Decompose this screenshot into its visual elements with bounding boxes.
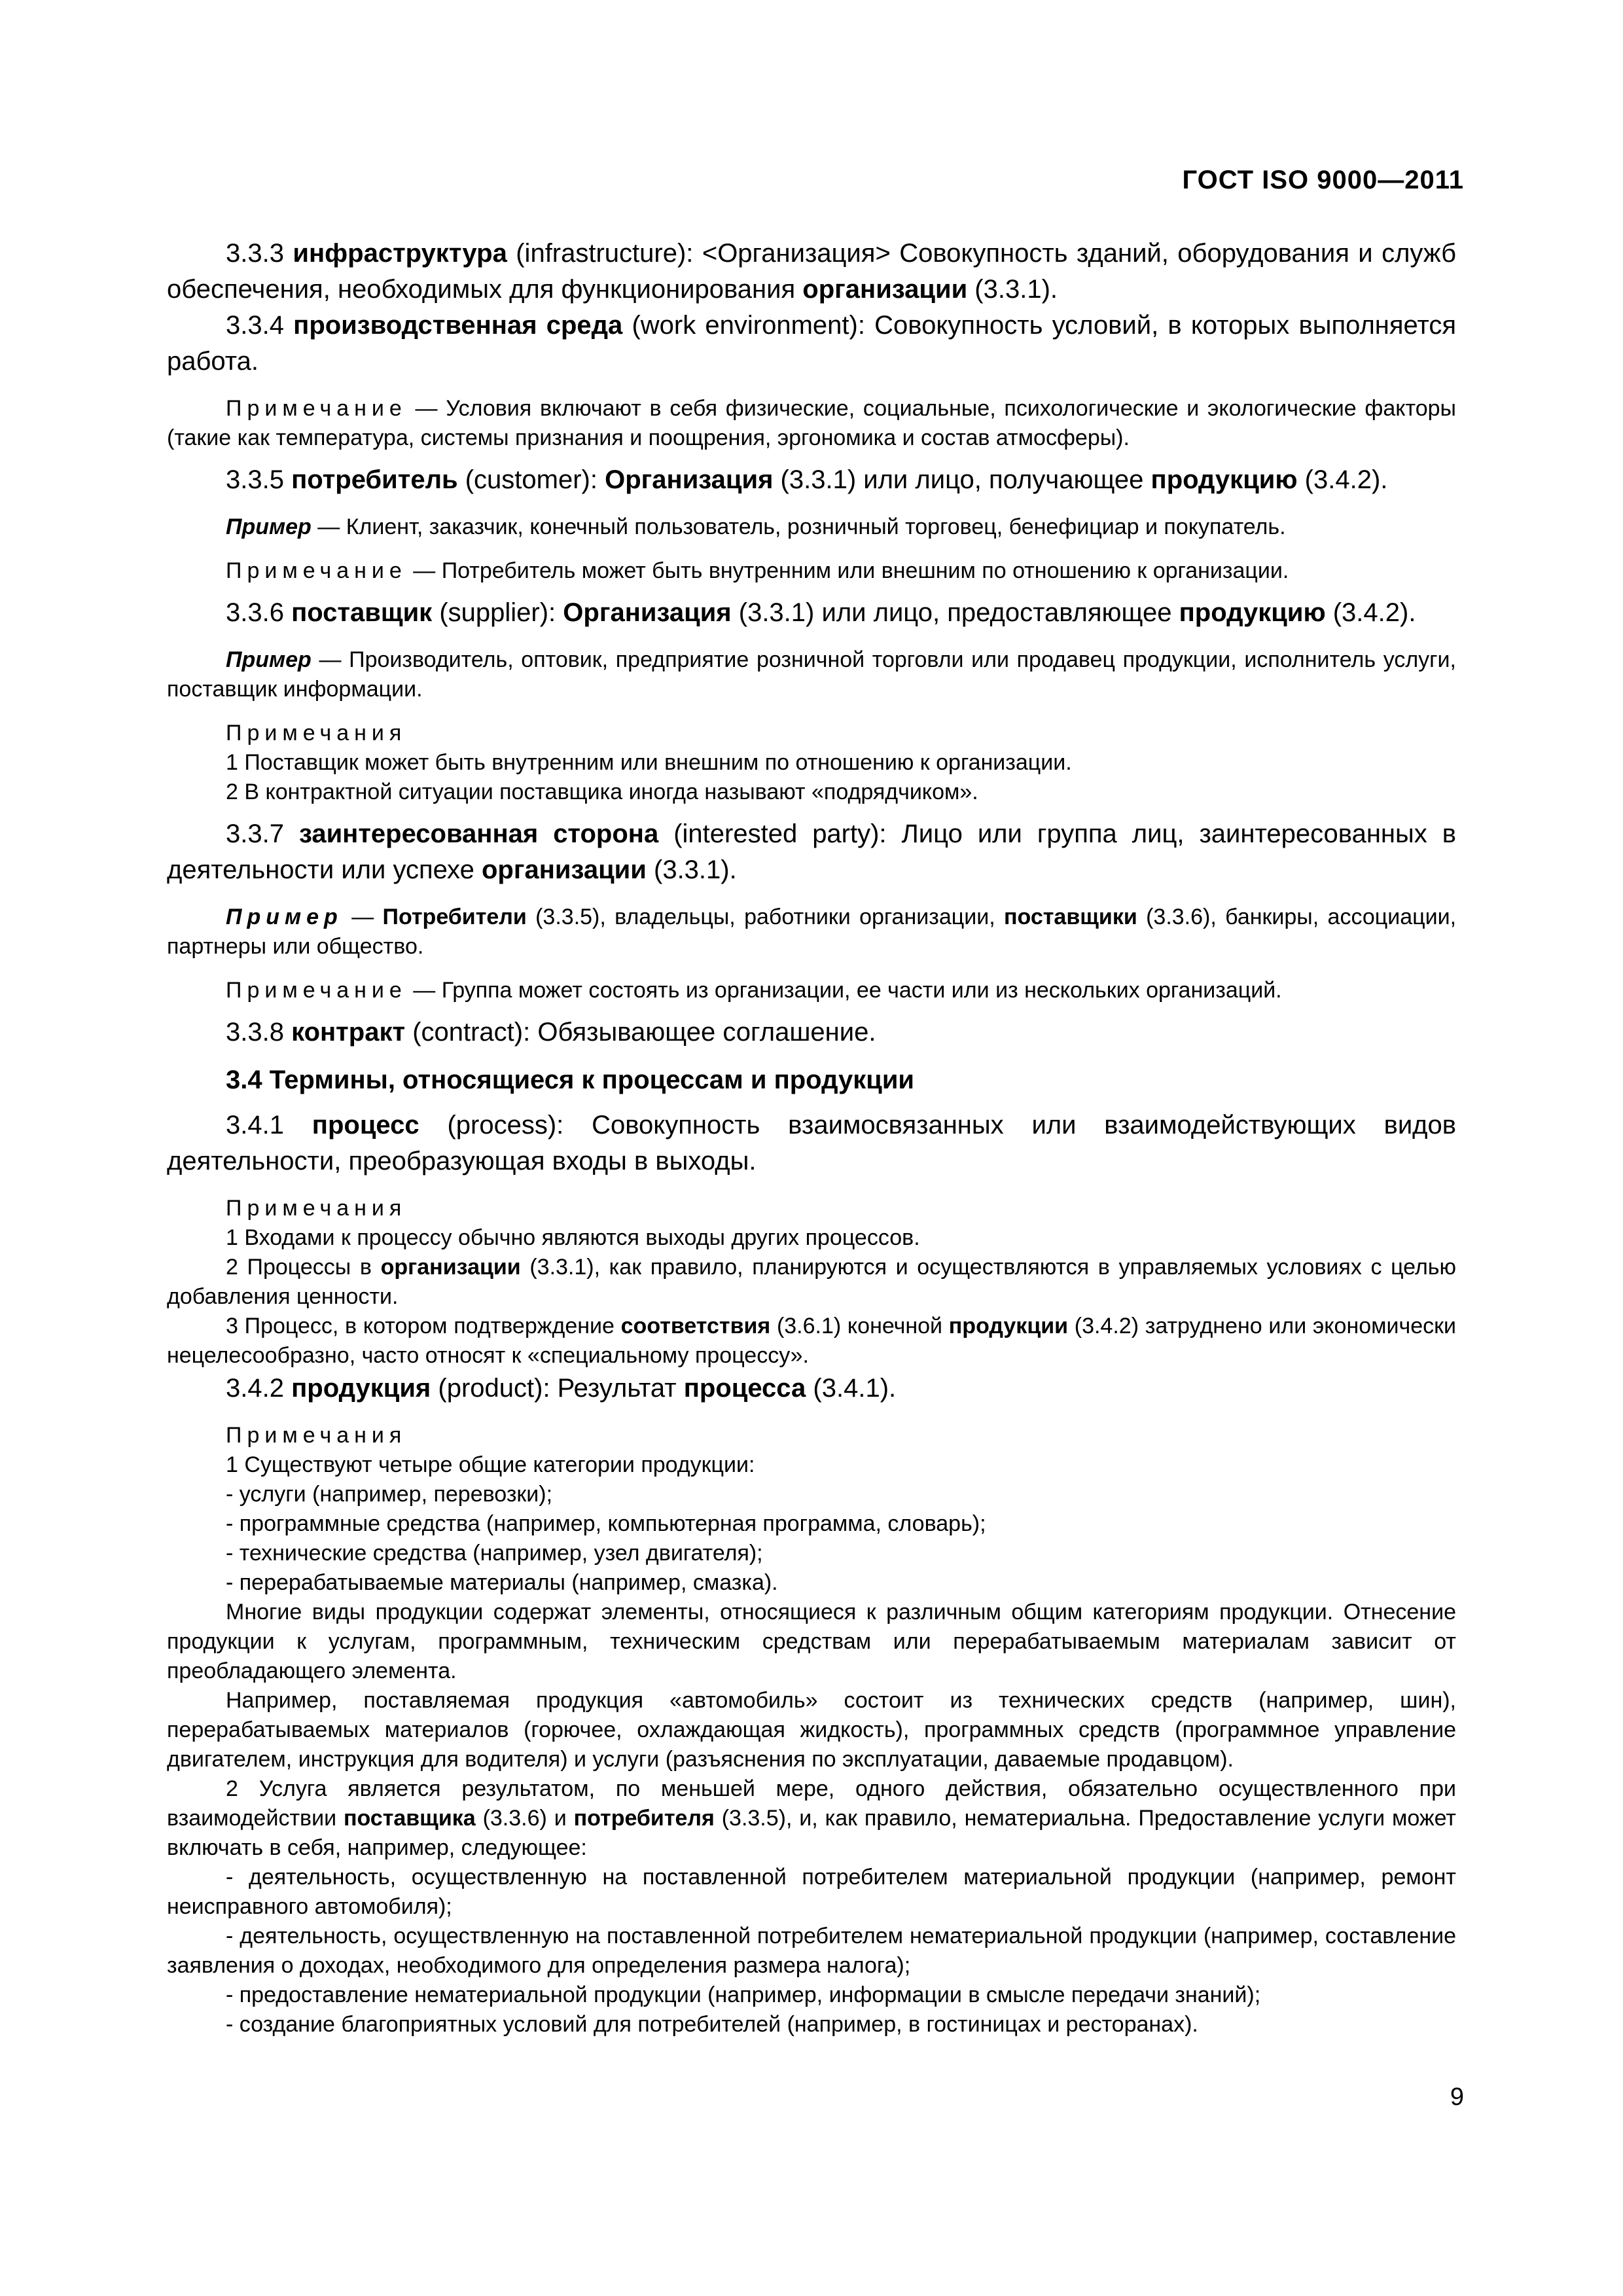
cross-ref-number: (3.4.1). <box>813 1374 897 1403</box>
cross-ref-term: Потребители <box>382 905 527 929</box>
cross-ref-term: Организация <box>605 465 774 494</box>
note-item: 1 Входами к процессу обычно являются выходы других процессов. <box>226 1225 920 1250</box>
cross-ref-term: организации <box>481 855 647 884</box>
term-number: 3.3.5 <box>226 465 284 494</box>
note-label: Примечание <box>226 978 407 1003</box>
cross-ref-term: Организация <box>563 598 732 627</box>
list-item: - услуги (например, перевозки); <box>226 1482 553 1507</box>
term-name: контракт <box>291 1018 406 1047</box>
note-label: Примечание <box>226 396 407 421</box>
note-item: 2 Услуга является результатом, по меньшей мере, одного действия, обязательно осуществленного при взаимодействии поставщика (3.3.6) и потребителя (3.3.5), и, как правило, нематериальна. Предоставление услуги может включать в себя, например, следующее: <box>167 1776 1456 1860</box>
example-text: (3.3.5), владельцы, работники организации, <box>535 905 995 929</box>
note-3-3-4 <box>167 394 1456 453</box>
term-3-3-8 <box>167 1014 1456 1050</box>
cross-ref-term: организации <box>380 1255 521 1280</box>
cross-ref-term: организации <box>802 275 968 304</box>
term-number: 3.4.2 <box>226 1374 284 1403</box>
notes-label-3-3-6: Примечания <box>226 721 407 745</box>
term-name: заинтересованная сторона <box>298 819 659 848</box>
cross-ref-number: (3.4.2). <box>1332 598 1416 627</box>
term-number: 3.3.4 <box>226 311 284 340</box>
list-item: - деятельность, осуществленную на поставленной потребителем материальной продукции (например, ремонт неисправного автомобиля); <box>167 1865 1456 1919</box>
note-item: 1 Существуют четыре общие категории продукции: <box>226 1452 755 1477</box>
example-text: — Производитель, оптовик, предприятие розничной торговли или продавец продукции, исполнитель услуги, поставщик информации. <box>167 647 1456 702</box>
cross-ref-term: потребителя <box>573 1806 715 1831</box>
term-3-3-4 <box>167 308 1456 380</box>
note-text: — Условия включают в себя физические, социальные, психологические и экологические факторы (такие как температура, системы признания и поощрения, эргономика и состав атмосферы). <box>167 396 1456 450</box>
term-definition: (3.3.1) или лицо, получающее <box>780 465 1144 494</box>
example-text: — Клиент, заказчик, конечный пользователь, розничный торговец, бенефициар и покупатель. <box>317 514 1286 539</box>
list-item: - перерабатываемые материалы (например, смазка). <box>226 1570 778 1595</box>
cross-ref-term: продукцию <box>1150 465 1298 494</box>
term-number: 3.3.7 <box>226 819 284 848</box>
note-item: 3 Процесс, в котором подтверждение соответствия (3.6.1) конечной продукции (3.4.2) затруднено или экономически нецелесообразно, часто относят к «специальному процессу». <box>167 1314 1456 1368</box>
term-definition: (infrastructure): <Организация> Совокупность зданий, оборудования и служб обеспечения, необходимых для функционирования <box>167 239 1456 304</box>
term-name: продукция <box>291 1374 431 1403</box>
term-3-3-3 <box>167 236 1456 308</box>
notes-label-3-4-1: Примечания <box>226 1196 407 1221</box>
term-definition: (product): Результат <box>438 1374 677 1403</box>
note-paragraph: Например, поставляемая продукция «автомобиль» состоит из технических средств (например, шин), перерабатываемых материалов (горючее, охлаждающая жидкость), программных средств (программное управление двигателем, инструкция для водителя) и услуги (разъяснения по эксплуатации, даваемые продавцом). <box>167 1688 1456 1772</box>
note-3-3-7 <box>167 976 1456 1005</box>
list-item: - создание благоприятных условий для потребителей (например, в гостиницах и ресторанах). <box>226 2012 1198 2037</box>
cross-ref-term: поставщики <box>1004 905 1137 929</box>
page-number: 9 <box>1450 2083 1464 2111</box>
term-english: (customer): <box>465 465 597 494</box>
term-definition: (interested party): Лицо или группа лиц, заинтересованных в деятельности или успехе <box>167 819 1456 884</box>
note-3-3-5 <box>167 556 1456 586</box>
term-number: 3.3.6 <box>226 598 284 627</box>
term-definition: (work environment): Совокупность условий, в которых выполняется работа. <box>167 311 1457 376</box>
term-name: процесс <box>312 1111 419 1139</box>
term-number: 3.4.1 <box>226 1111 284 1139</box>
example-label: Пример <box>226 905 343 929</box>
cross-ref-term: продукцию <box>1179 598 1326 627</box>
cross-ref-term: продукции <box>948 1314 1069 1338</box>
term-3-4-2 <box>167 1371 1456 1407</box>
note-item: 1 Поставщик может быть внутренним или внешним по отношению к организации. <box>226 750 1072 775</box>
term-3-3-5 <box>167 462 1456 498</box>
cross-ref-term: соответствия <box>620 1314 771 1338</box>
list-item: - технические средства (например, узел двигателя); <box>226 1541 763 1566</box>
example-3-3-5 <box>167 512 1456 542</box>
cross-ref-number: (3.4.2). <box>1304 465 1388 494</box>
term-definition: (contract): Обязывающее соглашение. <box>412 1018 876 1047</box>
note-text: — Группа может состоять из организации, ее части или из нескольких организаций. <box>413 978 1282 1003</box>
note-label: Примечание <box>226 558 407 583</box>
document-body <box>167 236 1456 2039</box>
term-definition: (process): Совокупность взаимосвязанных или взаимодействующих видов деятельности, преобразующая входы в выходы. <box>167 1111 1457 1175</box>
example-dash: — <box>351 905 374 929</box>
section-heading-3-4: 3.4 Термины, относящиеся к процессам и продукции <box>226 1066 914 1094</box>
list-item: - деятельность, осуществленную на поставленной потребителем нематериальной продукции (например, составление заявления о доходах, необходимого для определения размера налога); <box>167 1924 1456 1978</box>
example-text: (3.3.6), банкиры, ассоциации, партнеры или общество. <box>167 905 1457 959</box>
list-item: - программные средства (например, компьютерная программа, словарь); <box>226 1511 986 1536</box>
cross-ref-number: (3.3.1). <box>974 275 1058 304</box>
term-number: 3.3.3 <box>226 239 284 268</box>
note-text: — Потребитель может быть внутренним или внешним по отношению к организации. <box>413 558 1289 583</box>
term-3-3-7 <box>167 816 1456 888</box>
term-definition: (3.3.1) или лицо, предоставляющее <box>738 598 1172 627</box>
term-3-4-1 <box>167 1107 1456 1179</box>
page-header-standard-title: ГОСТ ISO 9000—2011 <box>1182 166 1464 194</box>
note-item: 2 Процессы в организации (3.3.1), как правило, планируются и осуществляются в управляемых условиях с целью добавления ценности. <box>167 1255 1457 1309</box>
term-english: (supplier): <box>439 598 556 627</box>
term-name: производственная среда <box>293 311 623 340</box>
example-label: Пример <box>226 647 312 672</box>
cross-ref-term: процесса <box>683 1374 806 1403</box>
note-item: 2 В контрактной ситуации поставщика иногда называют «подрядчиком». <box>226 780 978 804</box>
term-name: инфраструктура <box>293 239 507 268</box>
example-label: Пример <box>226 514 312 539</box>
example-3-3-6 <box>167 645 1456 704</box>
cross-ref-number: (3.3.1). <box>654 855 737 884</box>
term-number: 3.3.8 <box>226 1018 284 1047</box>
term-name: поставщик <box>291 598 433 627</box>
notes-label-3-4-2: Примечания <box>226 1423 407 1448</box>
list-item: - предоставление нематериальной продукции (например, информации в смысле передачи знаний); <box>226 1982 1261 2007</box>
example-3-3-7 <box>167 903 1456 961</box>
cross-ref-term: поставщика <box>343 1806 476 1831</box>
term-name: потребитель <box>291 465 458 494</box>
note-paragraph: Многие виды продукции содержат элементы, относящиеся к различным общим категориям продукции. Отнесение продукции к услугам, программным, техническим средствам или перерабатываемым материалам зависит от преобладающего элемента. <box>167 1600 1456 1683</box>
term-3-3-6 <box>167 595 1456 631</box>
